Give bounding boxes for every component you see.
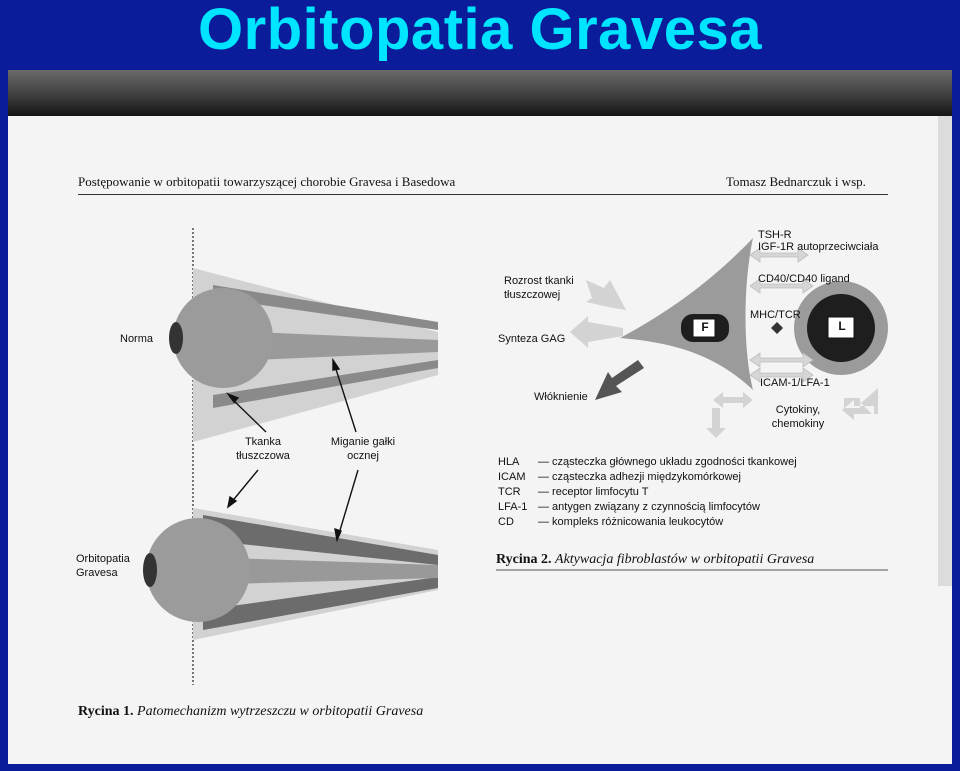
label-cytokiny: Cytokiny, chemokiny xyxy=(771,404,825,430)
eyeball-graves xyxy=(146,518,250,622)
caption-figure2: Rycina 2. Aktywacja fibroblastów w orbitopatii Gravesa xyxy=(496,552,815,567)
label-cd40: CD40/CD40 ligand xyxy=(758,273,850,285)
page-header-title: Postępowanie w orbitopatii towarzyszącej chorobie Gravesa i Basedowa xyxy=(78,174,456,189)
iris-graves xyxy=(143,553,157,587)
label-miganie: Miganie gałki ocznej xyxy=(330,436,396,462)
mhc-diamond xyxy=(771,322,783,334)
legend-row: ICAM — cząsteczka adhezji międzykomórkowej xyxy=(498,471,741,483)
arrow-cytokine-right xyxy=(842,388,878,420)
label-wloknienie: Włóknienie xyxy=(534,391,588,403)
lymphocyte-label: L xyxy=(838,319,846,333)
label-tkanka: Tkanka tłuszczowa xyxy=(236,436,290,462)
eye-graves xyxy=(143,508,438,640)
page-header-authors: Tomasz Bednarczuk i wsp. xyxy=(726,174,866,189)
label-orbitopatia: Orbitopatia Gravesa xyxy=(76,553,130,579)
caption-figure1: Rycina 1. Patomechanizm wytrzeszczu w orbitopatii Gravesa xyxy=(78,704,424,719)
arrow-fat-growth xyxy=(586,280,626,310)
label-synteza: Synteza GAG xyxy=(498,333,566,345)
iris-normal xyxy=(169,322,183,354)
label-tshr: TSH-R xyxy=(758,229,792,241)
slide-title: Orbitopatia Gravesa xyxy=(198,0,762,62)
abbreviation-legend xyxy=(498,455,797,530)
label-mhc: MHC/TCR xyxy=(750,309,801,321)
label-norma: Norma xyxy=(120,333,154,345)
legend-row: HLA — cząsteczka głównego układu zgodności tkankowej xyxy=(498,456,797,468)
legend-row: CD — kompleks różnicowania leukocytów xyxy=(498,516,724,528)
legend-row: TCR — receptor limfocytu T xyxy=(498,486,649,498)
scanned-page xyxy=(8,70,952,764)
label-rozrost: Rozrost tkanki tłuszczowej xyxy=(504,275,574,301)
label-igf: IGF-1R autoprzeciwciała xyxy=(758,241,879,253)
arrow-gag xyxy=(570,316,623,348)
legend-row: LFA-1 — antygen związany z czynnością limfocytów xyxy=(498,501,760,513)
eye-normal xyxy=(169,268,438,442)
arrow-fibrosis xyxy=(595,360,644,400)
eyeball-normal xyxy=(173,288,273,388)
fibroblast-label: F xyxy=(701,320,709,334)
label-icam: ICAM-1/LFA-1 xyxy=(760,377,830,389)
arrow-cytokine-left xyxy=(706,392,753,438)
